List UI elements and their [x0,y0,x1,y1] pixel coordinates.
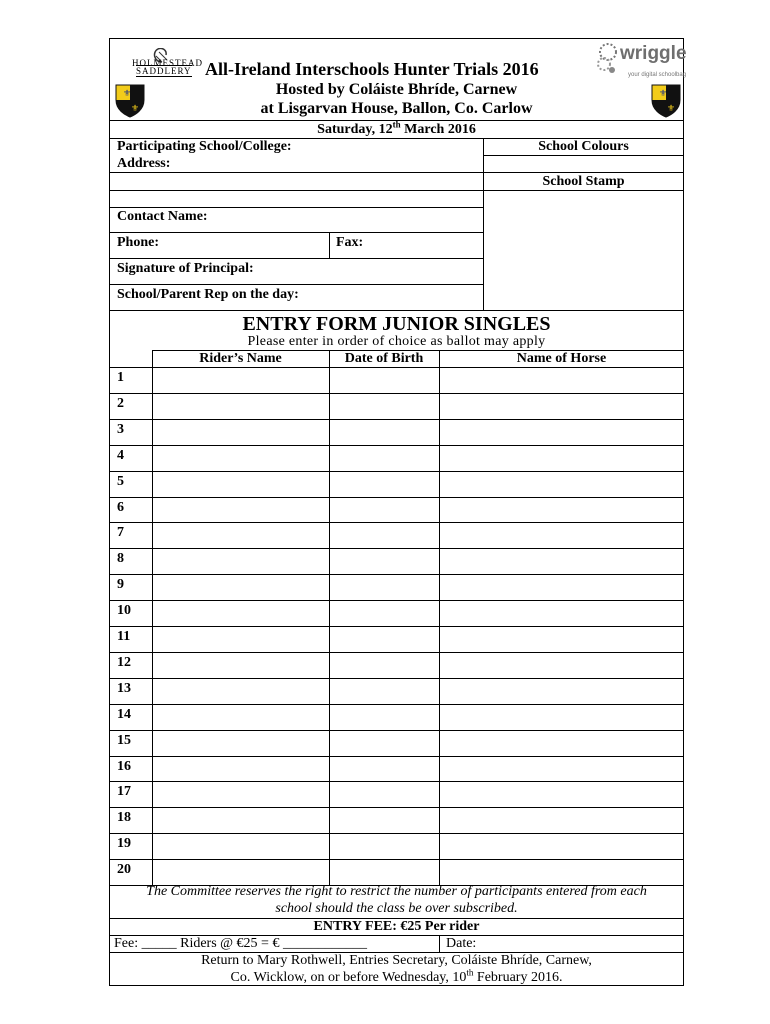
rider-name-cell[interactable] [154,758,327,779]
table-gridline [439,350,440,885]
school-colours-label: School Colours [538,139,629,154]
table-gridline [109,652,684,653]
row-number: 11 [117,629,131,644]
rider-name-cell[interactable] [154,654,327,675]
table-gridline [109,497,684,498]
table-gridline [329,350,330,885]
rider-name-cell[interactable] [154,576,327,597]
rep-label: School/Parent Rep on the day: [117,287,299,302]
table-gridline [109,730,684,731]
horse-name-cell[interactable] [441,654,682,675]
table-gridline [109,626,684,627]
row-number: 19 [117,836,131,851]
entry-instruction: Please enter in order of choice as ballot may apply [247,334,546,349]
date-of-birth-cell[interactable] [331,550,437,571]
horse-name-cell[interactable] [441,421,682,442]
table-gridline [152,350,153,885]
date-of-birth-cell[interactable] [331,369,437,390]
riders-total-input[interactable] [325,936,435,951]
horse-name-cell[interactable] [441,369,682,390]
entry-fee-title: ENTRY FEE: €25 Per rider [313,919,480,934]
rider-name-cell[interactable] [154,550,327,571]
row-number: 10 [117,603,131,618]
horse-name-cell[interactable] [441,447,682,468]
date-of-birth-cell[interactable] [331,835,437,856]
table-gridline [109,807,684,808]
row-number: 1 [117,370,124,385]
rider-name-cell[interactable] [154,732,327,753]
signature-label: Signature of Principal: [117,261,254,276]
contact-name-label: Contact Name: [117,209,208,224]
event-date-month: March 2016 [400,122,476,137]
horse-name-cell[interactable] [441,395,682,416]
row-number: 3 [117,422,124,437]
fee-input[interactable] [145,936,190,951]
return-line2-sup: th [466,967,474,978]
table-gridline [109,393,684,394]
rider-name-cell[interactable] [154,524,327,545]
table-gridline [109,859,684,860]
horse-name-cell[interactable] [441,732,682,753]
rider-name-cell[interactable] [154,447,327,468]
horse-name-cell[interactable] [441,835,682,856]
horse-name-cell[interactable] [441,473,682,494]
divider [439,935,440,952]
row-number: 7 [117,525,124,540]
horse-name-cell[interactable] [441,861,682,882]
fee-line: Fee: _____ Riders @ €25 = € ____________ [114,936,367,951]
table-gridline [109,419,684,420]
rider-name-cell[interactable] [154,680,327,701]
row-number: 9 [117,577,124,592]
row-number: 18 [117,810,131,825]
date-of-birth-cell[interactable] [331,473,437,494]
rider-name-cell[interactable] [154,473,327,494]
table-gridline [109,678,684,679]
date-of-birth-cell[interactable] [331,576,437,597]
horse-name-cell[interactable] [441,499,682,520]
row-number: 2 [117,396,124,411]
date-of-birth-cell[interactable] [331,732,437,753]
svg-text:⚜: ⚜ [659,89,668,99]
horse-name-cell[interactable] [441,706,682,727]
date-label: Date: [446,936,477,951]
horse-name-cell[interactable] [441,628,682,649]
rider-name-cell[interactable] [154,369,327,390]
rider-name-cell[interactable] [154,783,327,804]
row-number: 4 [117,448,124,463]
sponsor-left-line2: SADDLERY [136,66,192,76]
date-of-birth-cell[interactable] [331,628,437,649]
date-of-birth-cell[interactable] [331,602,437,623]
address-label: Address: [117,156,171,171]
table-gridline [109,704,684,705]
rider-name-cell[interactable] [154,421,327,442]
table-gridline [109,367,684,368]
wriggle-tagline: your digital schoolbag [628,72,687,78]
row-number: 6 [117,500,124,515]
column-header-rider-name: Rider’s Name [199,351,282,366]
date-of-birth-cell[interactable] [331,395,437,416]
rider-name-cell[interactable] [154,395,327,416]
horse-name-cell[interactable] [441,783,682,804]
svg-text:⚜: ⚜ [131,104,140,114]
table-gridline [109,548,684,549]
return-line2 [109,967,684,986]
row-number: 14 [117,707,131,722]
rider-name-cell[interactable] [154,706,327,727]
host-line: Hosted by Coláiste Bhríde, Carnew [275,81,518,98]
row-number: 17 [117,784,131,799]
return-line2-text: Co. Wicklow, on or before Wednesday, 10 [230,970,467,985]
rider-name-cell[interactable] [154,499,327,520]
committee-note-line2: school should the class be over subscribed. [275,901,518,916]
date-of-birth-cell[interactable] [331,524,437,545]
date-of-birth-cell[interactable] [331,654,437,675]
date-of-birth-cell[interactable] [331,809,437,830]
date-input[interactable] [485,936,680,951]
rider-name-cell[interactable] [154,861,327,882]
participating-school-label: Participating School/College: [117,139,292,154]
date-of-birth-cell[interactable] [331,447,437,468]
sponsor-left-line1: HOLMESTEAD [132,58,203,68]
table-gridline [109,522,684,523]
horse-name-cell[interactable] [441,758,682,779]
rider-name-cell[interactable] [154,602,327,623]
row-number: 5 [117,474,124,489]
return-line2-end: February 2016. [473,970,563,985]
row-number: 20 [117,862,131,877]
row-number: 13 [117,681,131,696]
rider-name-cell[interactable] [154,835,327,856]
date-of-birth-cell[interactable] [331,706,437,727]
table-gridline [109,574,684,575]
row-number: 12 [117,655,131,670]
return-line1: Return to Mary Rothwell, Entries Secretary, Coláiste Bhríde, Carnew, [201,953,592,968]
committee-note-line1: The Committee reserves the right to restrict the number of participants entered from each [146,884,647,899]
event-date-sup: th [392,119,401,130]
row-number: 16 [117,759,131,774]
venue-line-text: at Lisgarvan House, Ballon, Co. Carlow [260,100,533,117]
wriggle-wordmark: wriggle [620,43,687,64]
svg-text:⚜: ⚜ [667,104,676,114]
phone-label: Phone: [117,235,159,250]
fax-label: Fax: [336,235,364,250]
horse-name-cell[interactable] [441,809,682,830]
event-date-day: Saturday, 12 [317,122,393,137]
table-gridline [109,471,684,472]
horse-name-cell[interactable] [441,680,682,701]
column-header-horse-name: Name of Horse [516,351,607,366]
row-number: 8 [117,551,124,566]
date-of-birth-cell[interactable] [331,421,437,442]
horse-name-cell[interactable] [441,576,682,597]
horse-name-cell[interactable] [441,550,682,571]
rider-name-cell[interactable] [154,809,327,830]
date-of-birth-cell[interactable] [331,861,437,882]
table-gridline [109,445,684,446]
table-gridline [109,833,684,834]
date-of-birth-cell[interactable] [331,758,437,779]
column-header-date-of-birth: Date of Birth [344,351,424,366]
table-gridline [109,781,684,782]
date-of-birth-cell[interactable] [331,680,437,701]
date-of-birth-cell[interactable] [331,499,437,520]
horse-name-cell[interactable] [441,524,682,545]
row-number: 15 [117,733,131,748]
rider-name-cell[interactable] [154,628,327,649]
school-stamp-label: School Stamp [542,174,625,189]
table-gridline [109,756,684,757]
horse-name-cell[interactable] [441,602,682,623]
table-gridline [109,600,684,601]
date-of-birth-cell[interactable] [331,783,437,804]
entry-form-title: ENTRY FORM JUNIOR SINGLES [242,313,551,335]
svg-text:⚜: ⚜ [123,89,132,99]
page-title: All-Ireland Interschools Hunter Trials 2016 [205,59,539,79]
